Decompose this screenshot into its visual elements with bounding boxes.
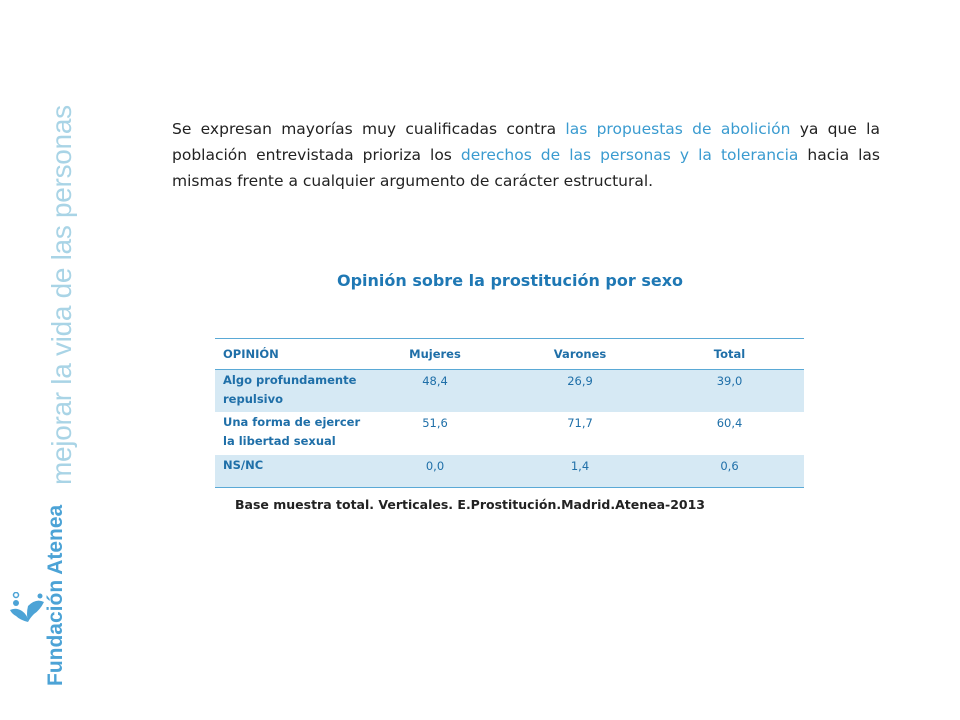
row-label: NS/NC (215, 455, 365, 488)
table-row (215, 412, 804, 455)
header-varones: Varones (505, 339, 655, 370)
table-row (215, 370, 804, 413)
opinion-table (215, 338, 804, 488)
cell-total: 39,0 (655, 370, 804, 413)
row-label: Una forma de ejercer la libertad sexual (215, 412, 365, 455)
cell-total: 60,4 (655, 412, 804, 455)
brand-name-vertical: Fundación Atenea (44, 504, 67, 686)
fundacion-atenea-logo (6, 592, 48, 632)
paragraph-highlight-derechos: derechos de las personas y la tolerancia (460, 146, 799, 164)
cell-mujeres: 0,0 (365, 455, 505, 488)
row-label: Algo profundamente repulsivo (215, 370, 365, 413)
cell-mujeres: 51,6 (365, 412, 505, 455)
header-opinion: OPINIÓN (215, 339, 365, 370)
cell-mujeres: 48,4 (365, 370, 505, 413)
cell-total: 0,6 (655, 455, 804, 488)
paragraph-text-3: hacia las mismas frente a cualquier argumento de carácter estructural. (172, 146, 880, 190)
table-title: Opinión sobre la prostitución por sexo (336, 271, 684, 290)
header-mujeres: Mujeres (365, 339, 505, 370)
cell-varones: 26,9 (505, 370, 655, 413)
intro-paragraph (172, 116, 880, 194)
paragraph-text-2: ya que la población entrevistada prioriza los (172, 120, 880, 164)
cell-varones: 1,4 (505, 455, 655, 488)
slogan-vertical-text: mejorar la vida de las personas (46, 105, 77, 485)
source-note: Base muestra total. Verticales. E.Prostitución.Madrid.Atenea-2013 (235, 497, 705, 512)
cell-varones: 71,7 (505, 412, 655, 455)
paragraph-highlight-abolicion: las propuestas de abolición (565, 120, 791, 138)
table-header-row (215, 339, 804, 370)
header-total: Total (655, 339, 804, 370)
table-row (215, 455, 804, 488)
paragraph-text-1: Se expresan mayorías muy cualificadas contra (172, 120, 566, 138)
